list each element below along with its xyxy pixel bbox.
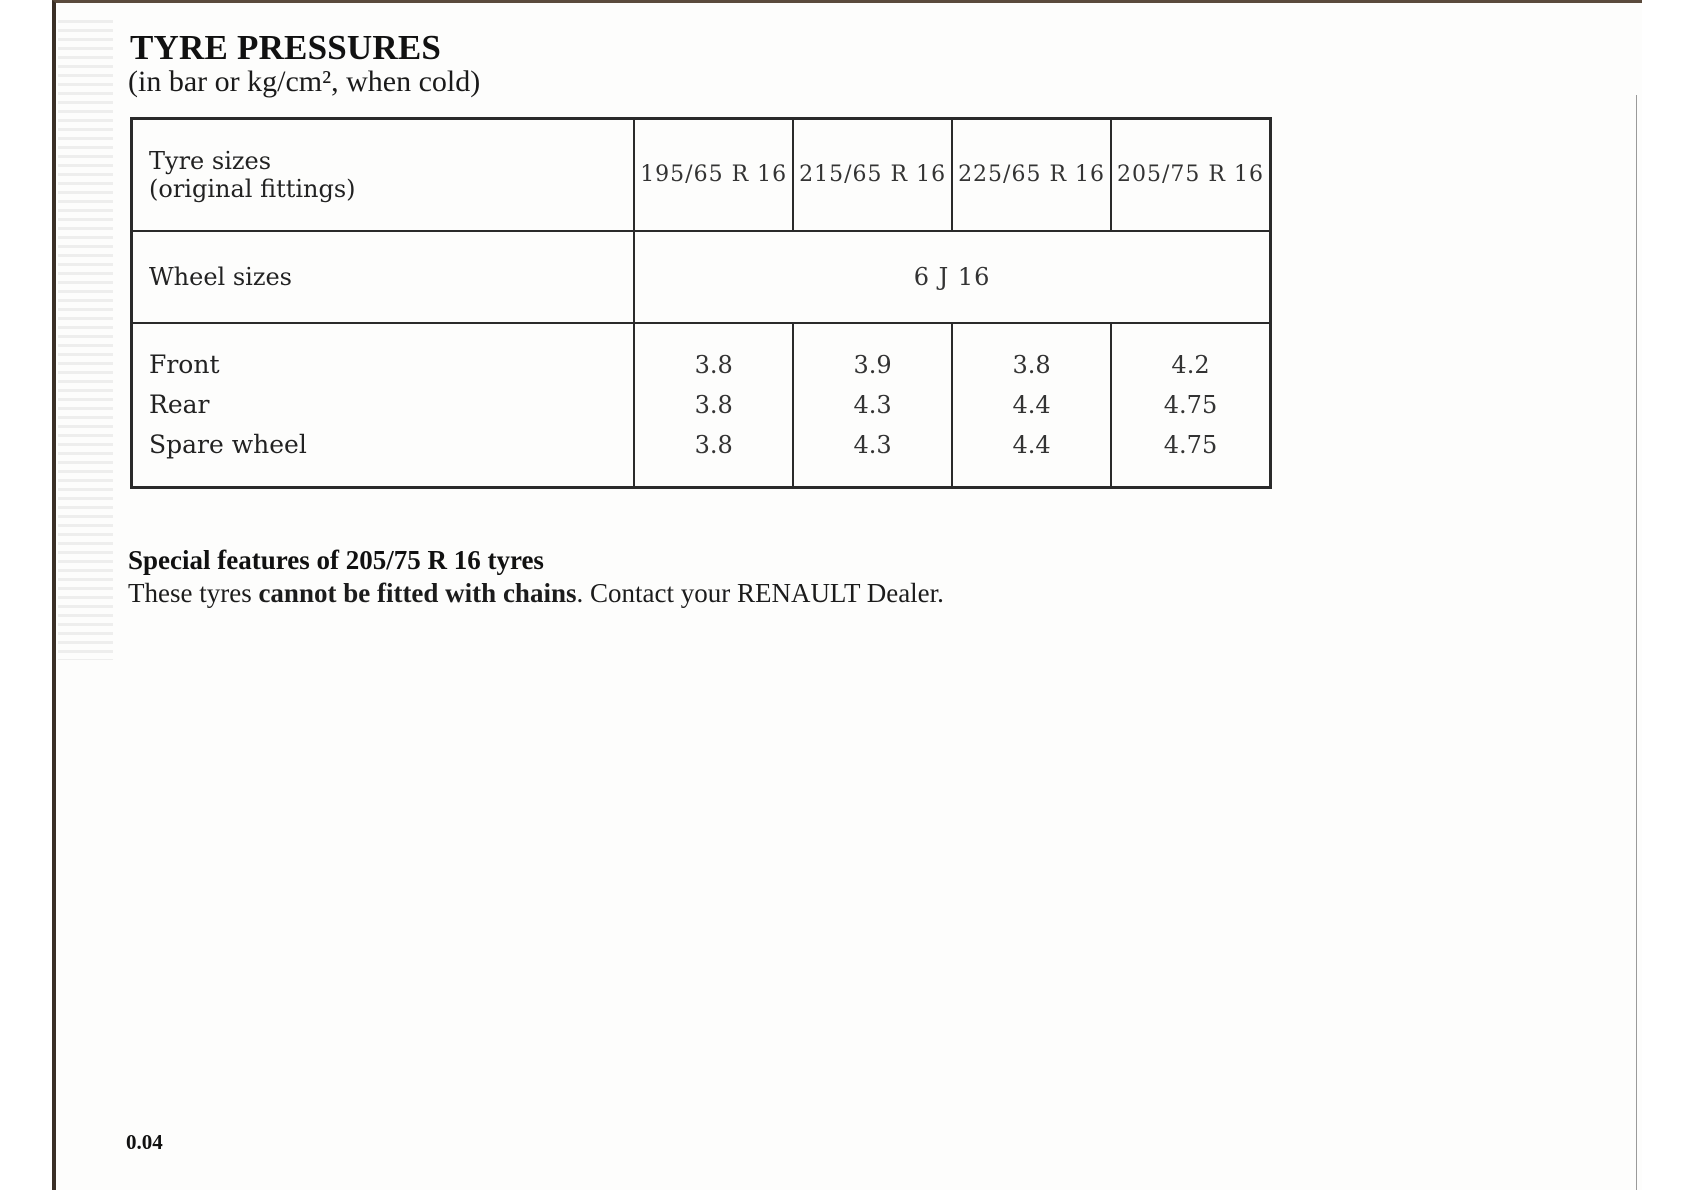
- front-label: Front: [149, 349, 220, 379]
- page-edge-line: [1636, 95, 1637, 1190]
- spare-pressure: 4.4: [1012, 430, 1051, 459]
- tyre-sizes-sublabel: (original fittings): [149, 174, 356, 203]
- front-pressure: 3.9: [853, 350, 892, 379]
- page-title: TYRE PRESSURES: [130, 28, 442, 67]
- spare-wheel-label: Spare wheel: [149, 429, 307, 459]
- pressure-values-cell: [1111, 323, 1270, 488]
- spare-pressure: 3.8: [694, 430, 733, 459]
- tyre-size-cell: 205/75 R 16: [1111, 119, 1270, 231]
- tyre-pressure-table: [130, 117, 1272, 489]
- table-row-wheel-sizes: [132, 231, 1271, 323]
- tyre-sizes-label: Tyre sizes: [149, 146, 272, 175]
- front-pressure: 4.2: [1171, 350, 1210, 379]
- front-pressure: 3.8: [694, 350, 733, 379]
- tyre-size-cell: 195/65 R 16: [634, 119, 793, 231]
- pressure-values-cell: [793, 323, 952, 488]
- tyre-size-cell: 225/65 R 16: [952, 119, 1111, 231]
- feature-text-part1: These tyres: [128, 578, 252, 608]
- rear-label: Rear: [149, 389, 210, 419]
- spare-pressure: 4.3: [853, 430, 892, 459]
- feature-text-part2: . Contact your RENAULT Dealer.: [576, 578, 944, 608]
- rear-pressure: 4.4: [1012, 390, 1051, 419]
- pressure-values-cell: [952, 323, 1111, 488]
- pressure-values-cell: [634, 323, 793, 488]
- page-subtitle: (in bar or kg/cm², when cold): [128, 65, 481, 98]
- rear-pressure: 4.75: [1163, 390, 1218, 419]
- page-number: 0.04: [126, 1130, 163, 1154]
- scan-edge-shadow: [58, 20, 113, 660]
- feature-text-bold: cannot be fitted with chains: [258, 578, 577, 608]
- spare-pressure: 4.75: [1163, 430, 1218, 459]
- special-features-heading: Special features of 205/75 R 16 tyres: [128, 545, 544, 575]
- special-features-text: [128, 576, 944, 610]
- tyre-sizes-label-cell: [132, 119, 635, 231]
- wheel-size-value: 6 J 16: [634, 231, 1270, 323]
- tyre-size-cell: 215/65 R 16: [793, 119, 952, 231]
- rear-pressure: 3.8: [694, 390, 733, 419]
- rear-pressure: 4.3: [853, 390, 892, 419]
- table-row-pressures: [132, 323, 1271, 488]
- wheel-sizes-label: Wheel sizes: [132, 231, 635, 323]
- pressure-labels-cell: [132, 323, 635, 488]
- front-pressure: 3.8: [1012, 350, 1051, 379]
- table-row-tyre-sizes: [132, 119, 1271, 231]
